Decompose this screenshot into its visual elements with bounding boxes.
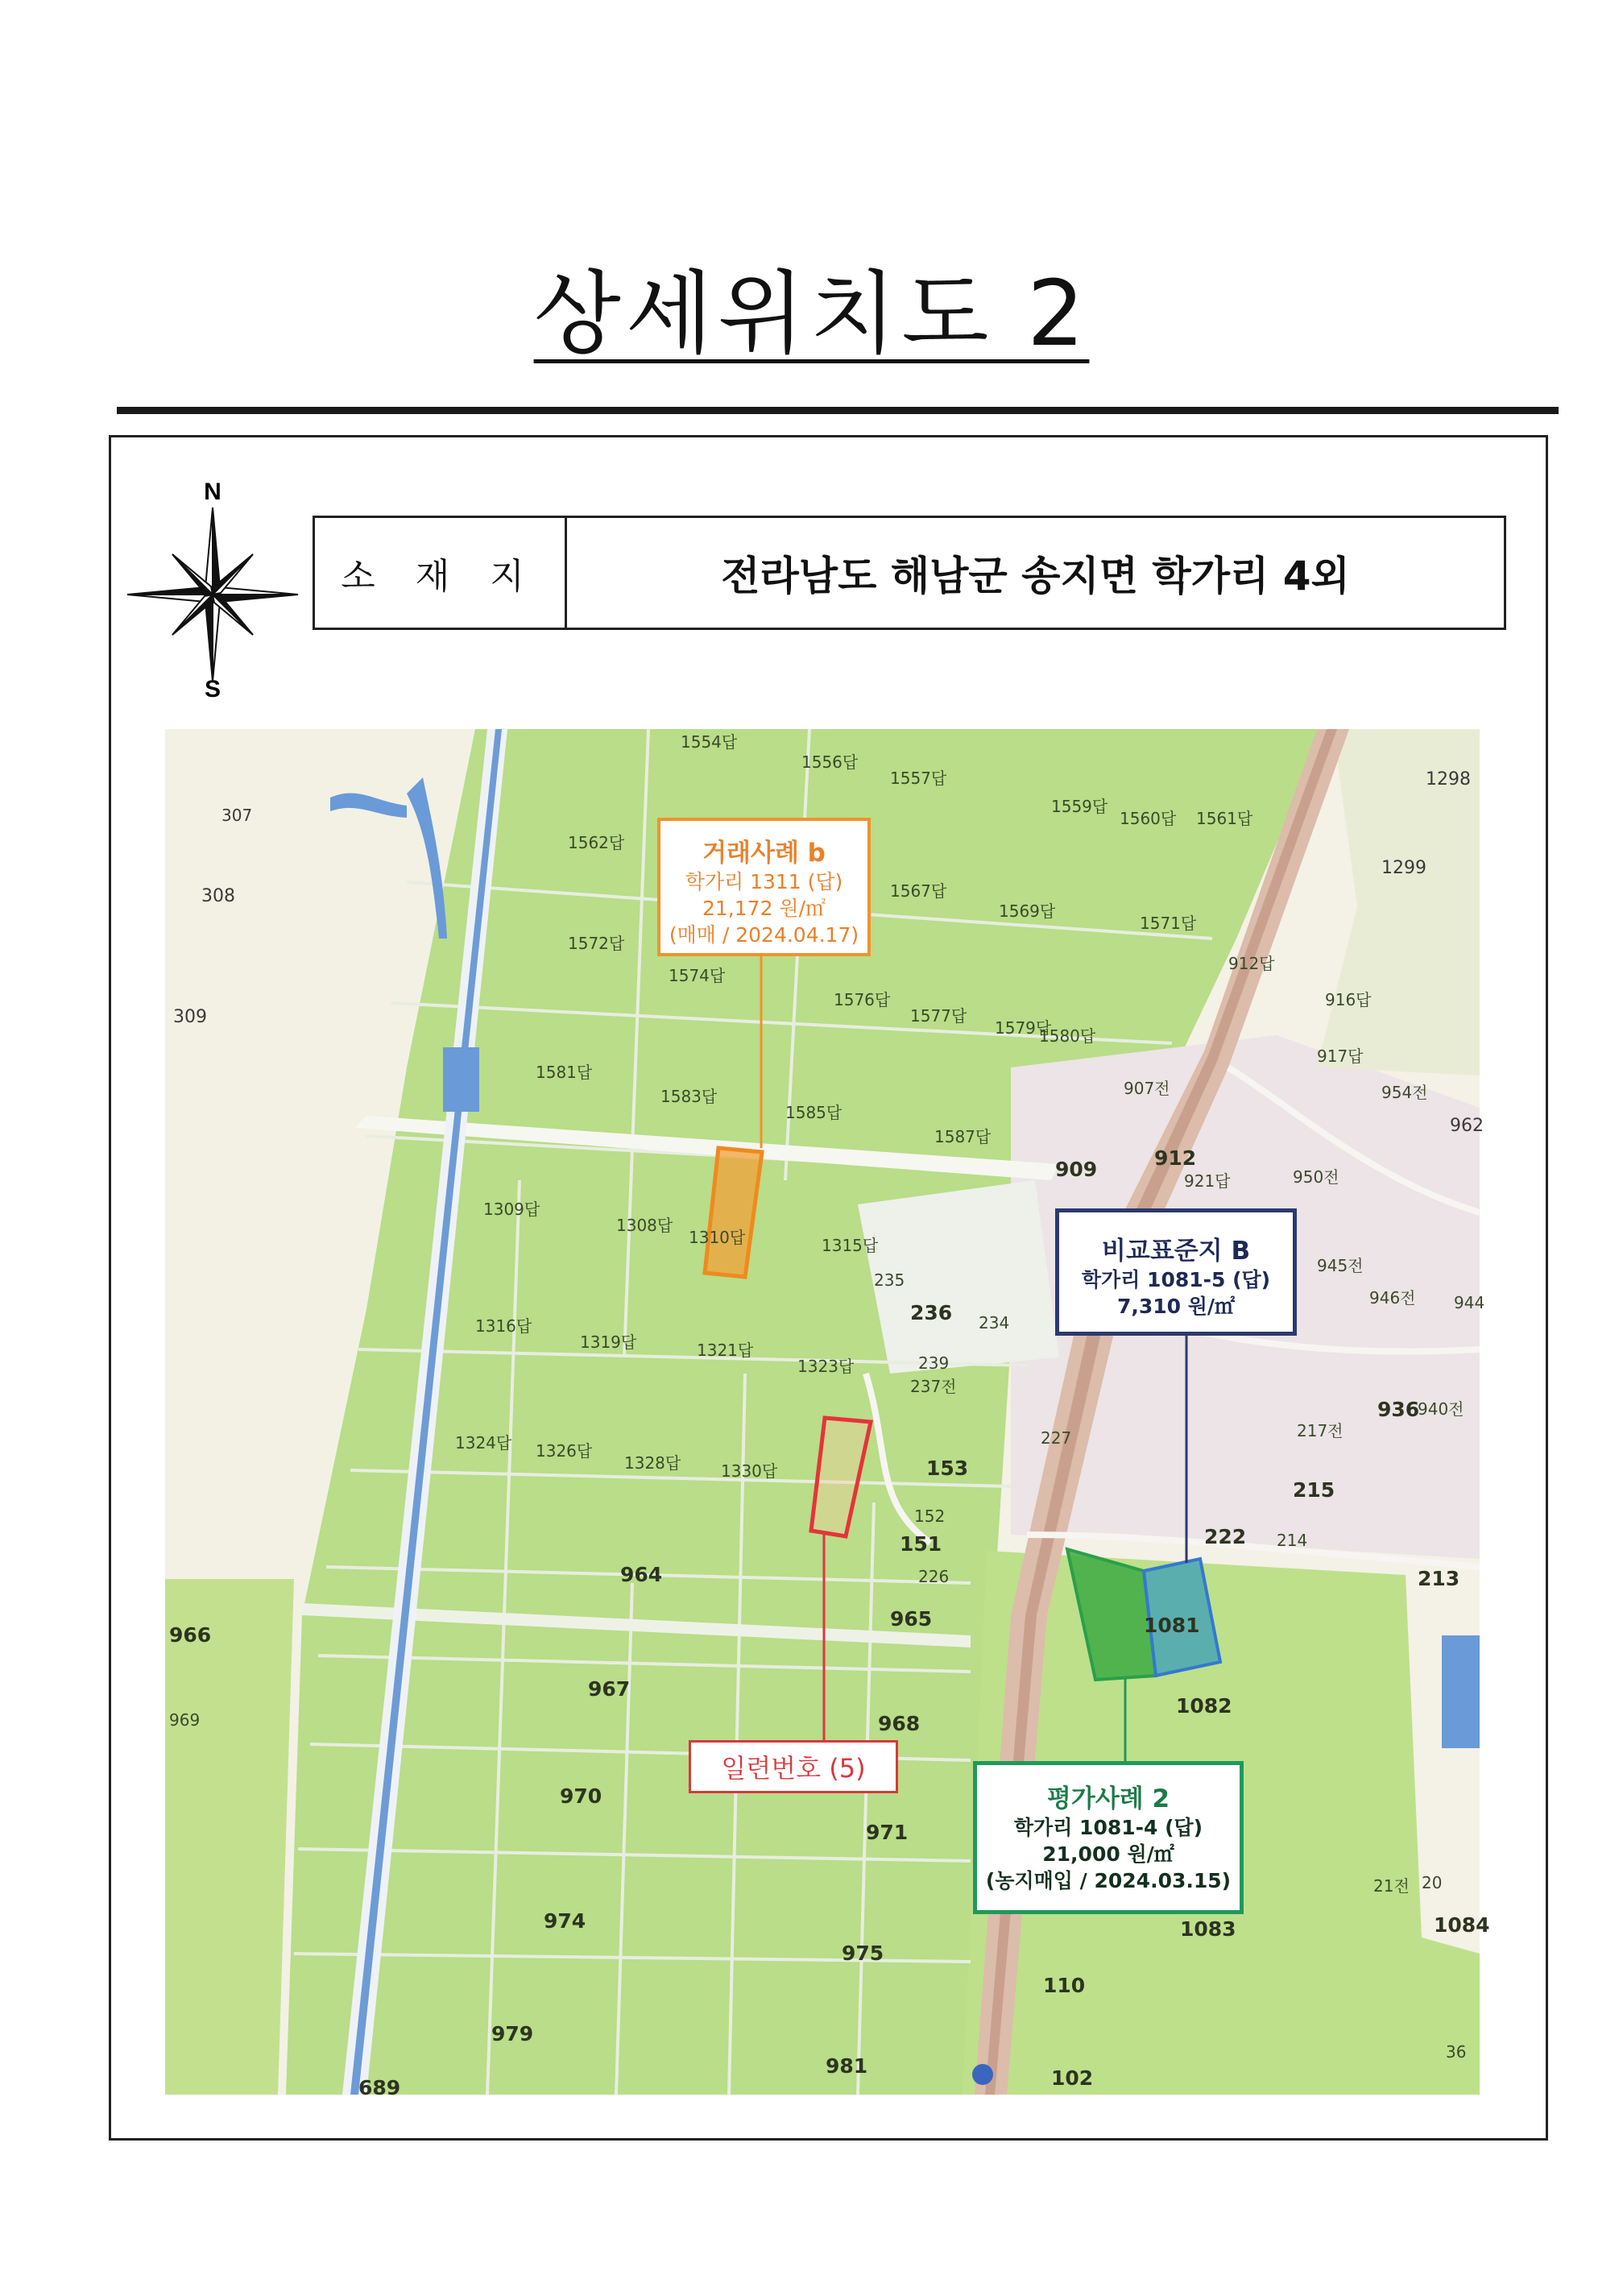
parcel-label: 110 bbox=[1043, 1974, 1086, 1997]
parcel-label: 153 bbox=[926, 1457, 969, 1480]
parcel-label: 936 bbox=[1377, 1398, 1420, 1421]
parcel-label: 969 bbox=[169, 1710, 201, 1730]
parcel-label: 1321답 bbox=[697, 1341, 754, 1360]
parcel-label: 1081 bbox=[1144, 1614, 1200, 1637]
parcel-label: 1298 bbox=[1426, 769, 1471, 790]
parcel-label: 945전 bbox=[1317, 1256, 1364, 1275]
parcel-label: 1574답 bbox=[669, 966, 726, 985]
parcel-label: 1576답 bbox=[834, 990, 891, 1009]
parcel-label: 962 bbox=[1450, 1116, 1484, 1136]
parcel-label: 1084 bbox=[1434, 1913, 1490, 1937]
parcel-label: 1328답 bbox=[624, 1453, 681, 1473]
location-label: 소 재 지 bbox=[315, 518, 567, 628]
parcel-label: 227 bbox=[1041, 1428, 1072, 1448]
callout-standard-b bbox=[1055, 1208, 1297, 1336]
parcel-label: 217전 bbox=[1297, 1421, 1344, 1440]
location-value: 전라남도 해남군 송지면 학가리 4외 bbox=[721, 553, 1350, 599]
parcel-label: 1580답 bbox=[1039, 1026, 1096, 1046]
parcel-label: 1583답 bbox=[660, 1087, 718, 1106]
parcel-label: 917답 bbox=[1317, 1046, 1364, 1066]
parcel-label: 1083 bbox=[1180, 1917, 1236, 1941]
parcel-label: 1316답 bbox=[475, 1316, 532, 1336]
parcel-label: 308 bbox=[201, 886, 235, 906]
callout-title: 평가사례 2 bbox=[1046, 1784, 1170, 1813]
parcel-label: 912 bbox=[1154, 1146, 1197, 1170]
parcel-label: 1585답 bbox=[785, 1103, 843, 1122]
parcel-label: 1310답 bbox=[689, 1228, 746, 1247]
parcel-label: 1324답 bbox=[455, 1433, 512, 1453]
parcel-label: 912답 bbox=[1228, 954, 1275, 973]
reservoir bbox=[1442, 1635, 1480, 1748]
parcel-label: 1323답 bbox=[797, 1357, 855, 1376]
parcel-label: 946전 bbox=[1369, 1288, 1416, 1308]
page-title: 상세위치도 2 bbox=[533, 262, 1090, 367]
compass-south-label: S bbox=[204, 676, 222, 702]
parcel-label: 151 bbox=[900, 1532, 942, 1556]
parcel-label: 1319답 bbox=[580, 1332, 637, 1352]
parcel-label: 222 bbox=[1204, 1525, 1247, 1548]
parcel-label: 1569답 bbox=[999, 901, 1056, 921]
parcel-label: 940전 bbox=[1418, 1399, 1464, 1419]
parcel-label: 970 bbox=[560, 1784, 602, 1808]
parcel-label: 215 bbox=[1293, 1478, 1335, 1502]
compass-rose-icon bbox=[127, 475, 298, 702]
parcel-label: 968 bbox=[878, 1712, 921, 1735]
callout-date: (농지매입 / 2024.03.15) bbox=[985, 1869, 1232, 1892]
callout-parcel: 학가리 1081-5 (답) bbox=[1081, 1268, 1271, 1291]
parcel-label: 950전 bbox=[1293, 1167, 1339, 1187]
parcel-label: 1557답 bbox=[890, 769, 947, 788]
parcel-label: 921답 bbox=[1184, 1171, 1231, 1191]
parcel-label: 971 bbox=[866, 1821, 909, 1844]
parcel-label: 1308답 bbox=[616, 1216, 673, 1235]
parcel-label: 20 bbox=[1422, 1873, 1443, 1892]
parcel-label: 1299 bbox=[1381, 858, 1426, 878]
callout-transaction-b bbox=[657, 818, 871, 956]
parcel-label: 1579답 bbox=[995, 1018, 1052, 1038]
parcel-label: 965 bbox=[890, 1607, 933, 1631]
parcel-label: 235 bbox=[874, 1270, 905, 1290]
parcel-label: 1581답 bbox=[536, 1063, 593, 1082]
callout-title: 비교표준지 B bbox=[1101, 1237, 1251, 1266]
parcel-label: 102 bbox=[1051, 2066, 1094, 2090]
parcel-label: 36 bbox=[1446, 2042, 1467, 2062]
parcel-label: 916답 bbox=[1325, 990, 1372, 1009]
parcel-label: 1556답 bbox=[801, 752, 859, 772]
parcel-label: 1559답 bbox=[1051, 797, 1108, 816]
header-divider bbox=[117, 407, 1559, 414]
parcel-label: 1571답 bbox=[1140, 914, 1197, 933]
parcel-label: 1562답 bbox=[568, 833, 625, 852]
route-marker-icon bbox=[972, 2064, 993, 2085]
parcel-label: 236 bbox=[910, 1301, 953, 1324]
parcel-label: 954전 bbox=[1381, 1083, 1428, 1102]
parcel-label: 1309답 bbox=[483, 1200, 540, 1219]
parcel-label: 213 bbox=[1418, 1567, 1460, 1590]
pond bbox=[443, 1047, 479, 1112]
parcel-label: 234 bbox=[979, 1313, 1010, 1332]
callout-price: 21,172 원/㎡ bbox=[702, 897, 826, 920]
callout-parcel: 학가리 1081-4 (답) bbox=[1013, 1816, 1203, 1839]
parcel-label: 226 bbox=[918, 1567, 950, 1586]
southwest-fields bbox=[165, 1579, 294, 2095]
parcel-label: 966 bbox=[169, 1623, 212, 1647]
parcel-label: 944 bbox=[1454, 1293, 1485, 1312]
parcel-label: 1561답 bbox=[1196, 809, 1253, 828]
parcel-label: 1315답 bbox=[822, 1236, 879, 1255]
parcel-label: 237전 bbox=[910, 1377, 957, 1396]
location-table bbox=[313, 516, 1506, 630]
compass-north-label: N bbox=[204, 479, 222, 505]
parcel-label: 1082 bbox=[1176, 1694, 1232, 1718]
parcel-label: 1567답 bbox=[890, 881, 947, 901]
parcel-label: 1577답 bbox=[910, 1006, 967, 1026]
parcel-label: 909 bbox=[1055, 1158, 1098, 1181]
parcel-label: 307 bbox=[222, 806, 253, 825]
parcel-label: 214 bbox=[1277, 1531, 1308, 1550]
parcel-label: 967 bbox=[588, 1677, 631, 1701]
callout-price: 21,000 원/㎡ bbox=[1042, 1842, 1174, 1866]
callout-serial-number: 일련번호 (5) bbox=[689, 1740, 898, 1793]
callout-price: 7,310 원/㎡ bbox=[1116, 1295, 1236, 1318]
parcel-label: 1560답 bbox=[1120, 809, 1177, 828]
parcel-label: 152 bbox=[914, 1506, 946, 1526]
parcel-label: 1330답 bbox=[721, 1461, 778, 1481]
parcel-label: 21전 bbox=[1373, 1876, 1410, 1896]
callout-date: (매매 / 2024.04.17) bbox=[669, 923, 859, 947]
parcel-label: 309 bbox=[173, 1007, 207, 1027]
parcel-label: 974 bbox=[544, 1909, 586, 1933]
parcel-label: 907전 bbox=[1124, 1079, 1170, 1098]
callout-parcel: 학가리 1311 (답) bbox=[685, 870, 843, 893]
parcel-label: 1326답 bbox=[536, 1441, 593, 1461]
parcel-label: 975 bbox=[842, 1942, 884, 1965]
parcel-label: 239 bbox=[918, 1353, 950, 1373]
parcel-label: 981 bbox=[826, 2054, 868, 2078]
callout-appraisal-2 bbox=[973, 1761, 1244, 1914]
parcel-label: 979 bbox=[491, 2022, 534, 2045]
parcel-label: 1572답 bbox=[568, 934, 625, 953]
parcel-label: 1587답 bbox=[934, 1127, 992, 1146]
parcel-label: 689 bbox=[358, 2076, 401, 2099]
callout-title: 거래사례 b bbox=[702, 839, 826, 868]
parcel-label: 964 bbox=[620, 1563, 663, 1586]
parcel-label: 1554답 bbox=[681, 732, 738, 752]
